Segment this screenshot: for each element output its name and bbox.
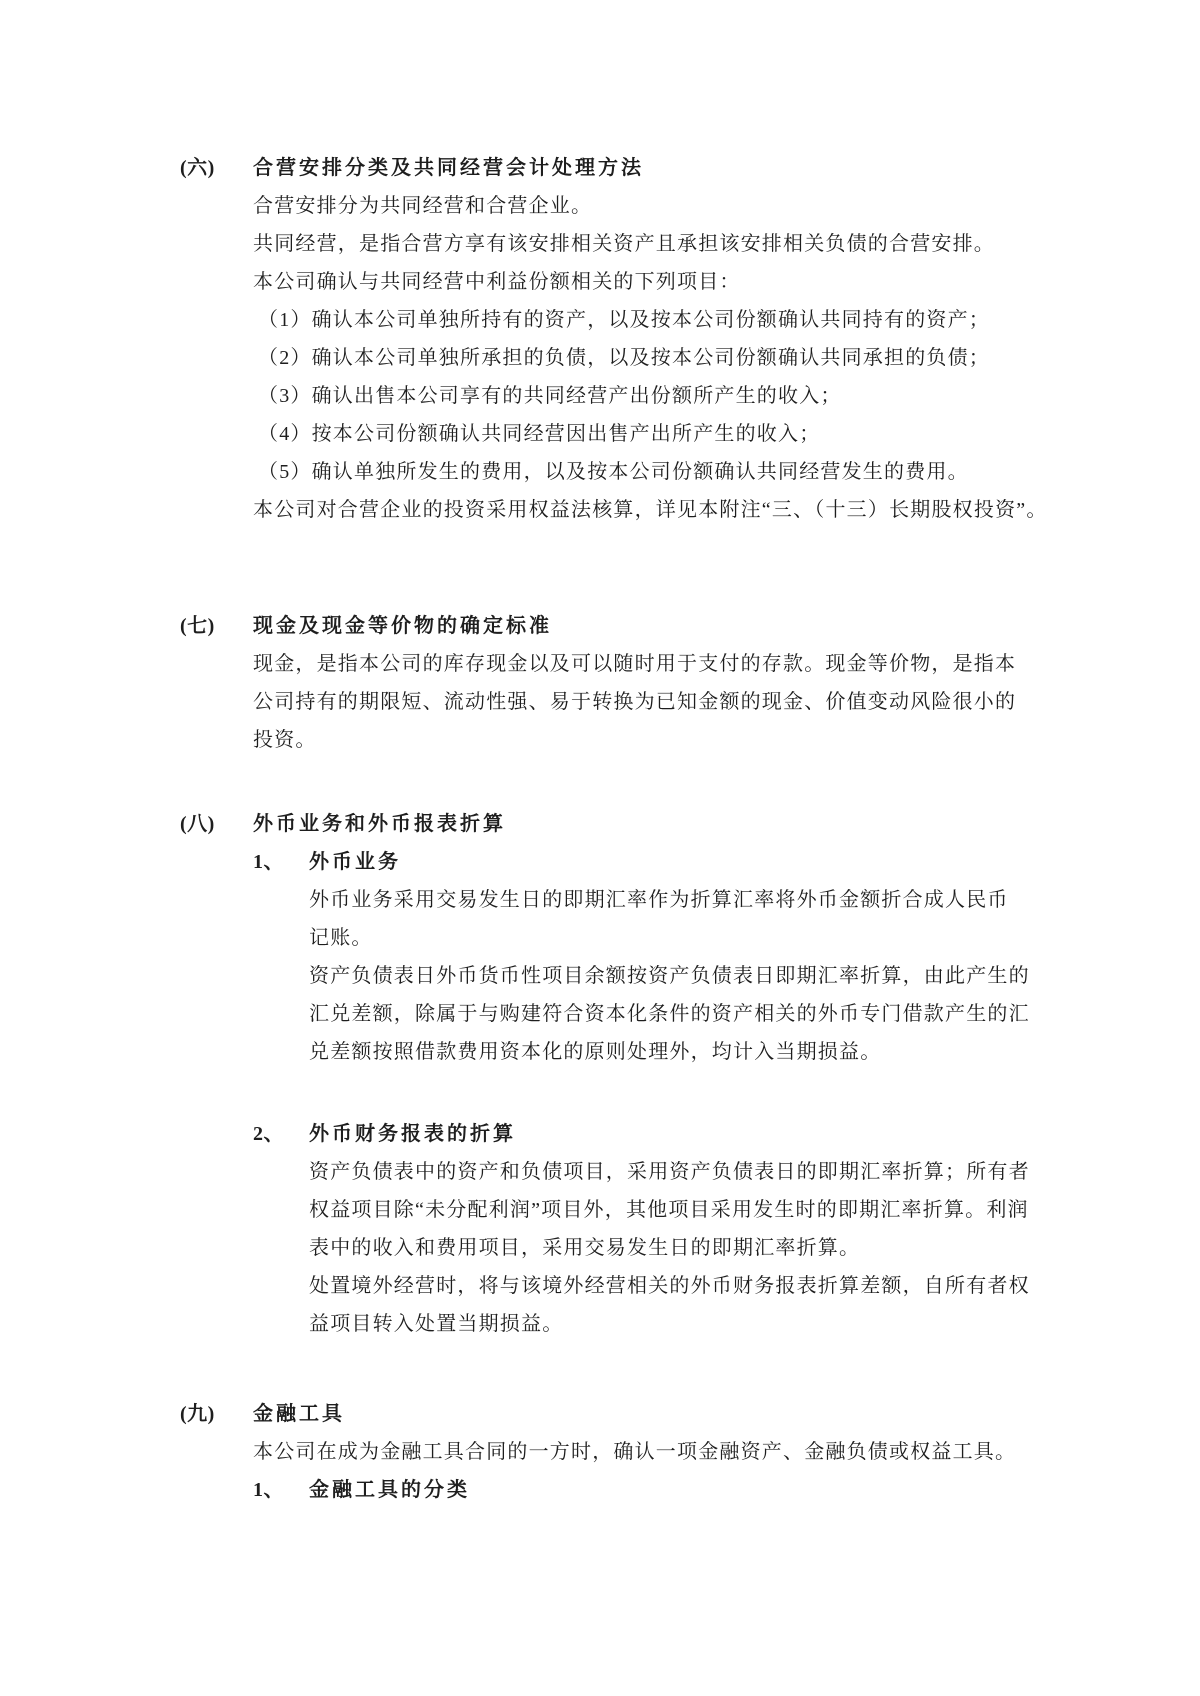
- subsection-heading: [253, 843, 1060, 881]
- subsection-number: 1、: [253, 851, 284, 873]
- section-label: (八): [180, 813, 215, 835]
- section-label: (九): [180, 1403, 215, 1425]
- text-line: （5）确认单独所发生的费用，以及按本公司份额确认共同经营发生的费用。: [258, 461, 969, 483]
- section-label: (七): [180, 615, 215, 637]
- subsection-number: 2、: [253, 1123, 284, 1145]
- text-line: 投资。: [253, 729, 317, 751]
- section-9-financial-instruments: [180, 1395, 1060, 1509]
- text-line: 权益项目除“未分配利润”项目外，其他项目采用发生时的即期汇率折算。利润: [309, 1199, 1029, 1221]
- section-7-cash-equivalents: [180, 607, 1060, 759]
- section-title: 外币业务和外币报表折算: [253, 813, 506, 835]
- text-line: 处置境外经营时，将与该境外经营相关的外币财务报表折算差额，自所有者权: [309, 1275, 1030, 1297]
- section-6-joint-arrangements: [180, 149, 1060, 529]
- subsection-title: 外币业务: [309, 851, 401, 873]
- text-line: （3）确认出售本公司享有的共同经营产出份额所产生的收入；: [258, 385, 842, 407]
- text-line: 记账。: [309, 927, 373, 949]
- text-line: 外币业务采用交易发生日的即期汇率作为折算汇率将外币金额折合成人民币: [309, 889, 1009, 911]
- section-title: 金融工具: [253, 1403, 345, 1425]
- text-line: 汇兑差额，除属于与购建符合资本化条件的资产相关的外币专门借款产生的汇: [309, 1003, 1030, 1025]
- text-line: 现金，是指本公司的库存现金以及可以随时用于支付的存款。现金等价物，是指本: [253, 653, 1017, 675]
- subsection-title: 金融工具的分类: [309, 1479, 470, 1501]
- text-line: 表中的收入和费用项目，采用交易发生日的即期汇率折算。: [309, 1237, 861, 1259]
- text-line: 合营安排分为共同经营和合营企业。: [253, 195, 593, 217]
- text-line: 共同经营，是指合营方享有该安排相关资产且承担该安排相关负债的合营安排。: [253, 233, 995, 255]
- subsection-heading: [253, 1115, 1060, 1153]
- subsection-title: 外币财务报表的折算: [309, 1123, 516, 1145]
- subsection-number: 1、: [253, 1479, 284, 1501]
- section-title: 现金及现金等价物的确定标准: [253, 615, 552, 637]
- text-line: 资产负债表中的资产和负债项目，采用资产负债表日的即期汇率折算；所有者: [309, 1161, 1030, 1183]
- section-title: 合营安排分类及共同经营会计处理方法: [253, 157, 644, 179]
- subsection-heading: [253, 1471, 1060, 1509]
- text-line: 公司持有的期限短、流动性强、易于转换为已知金额的现金、价值变动风险很小的: [253, 691, 1017, 713]
- text-line: 资产负债表日外币货币性项目余额按资产负债表日即期汇率折算，由此产生的: [309, 965, 1030, 987]
- text-line: （2）确认本公司单独所承担的负债，以及按本公司份额确认共同承担的负债；: [258, 347, 990, 369]
- text-line: 兑差额按照借款费用资本化的原则处理外，均计入当期损益。: [309, 1041, 882, 1063]
- text-line: （1）确认本公司单独所持有的资产，以及按本公司份额确认共同持有的资产；: [258, 309, 990, 331]
- text-line: 本公司对合营企业的投资采用权益法核算，详见本附注“三、（十三）长期股权投资”。: [253, 499, 1048, 521]
- document-content: [180, 149, 1060, 1509]
- text-line: 本公司在成为金融工具合同的一方时，确认一项金融资产、金融负债或权益工具。: [253, 1441, 1017, 1463]
- text-line: 益项目转入处置当期损益。: [309, 1313, 564, 1335]
- section-8-foreign-currency: [180, 805, 1060, 1343]
- text-line: 本公司确认与共同经营中利益份额相关的下列项目：: [253, 271, 741, 293]
- text-line: （4）按本公司份额确认共同经营因出售产出所产生的收入；: [258, 423, 821, 445]
- section-label: (六): [180, 157, 215, 179]
